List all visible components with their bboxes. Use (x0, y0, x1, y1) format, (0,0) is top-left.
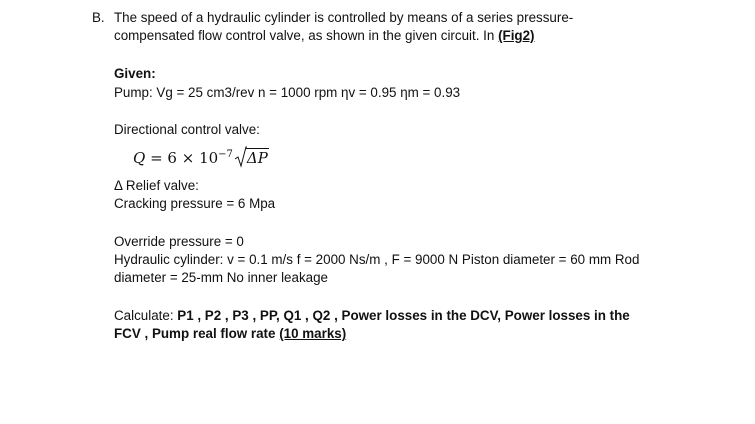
calculate-paragraph (114, 307, 674, 343)
formula-radicand: ΔP (246, 149, 268, 167)
dcv-heading: Directional control valve: (114, 122, 260, 137)
calculate-items-line-1: P1 , P2 , P3 , PP, Q1 , Q2 , Power losses in the DCV, Power losses in the (177, 308, 630, 323)
given-heading: Given: (114, 66, 156, 81)
calculate-items-line-2: FCV , Pump real flow rate (114, 326, 280, 341)
radical-icon (235, 146, 247, 168)
cylinder-line-2: diameter = 25-mm No inner leakage (114, 270, 328, 285)
pump-parameters: Pump: Vg = 25 cm3/rev n = 1000 rpm ηv = 0.95 ηm = 0.93 (114, 85, 461, 100)
formula-lhs: Q (133, 149, 146, 167)
dcv-flow-formula (133, 144, 269, 169)
formula-equals: = (145, 149, 168, 167)
figure-reference: (Fig2) (498, 28, 535, 43)
cracking-pressure: Cracking pressure = 6 Mpa (114, 196, 276, 211)
calculate-prefix: Calculate: (114, 308, 178, 323)
override-pressure: Override pressure = 0 (114, 234, 244, 249)
intro-line-1: The speed of a hydraulic cylinder is controlled by means of a series pressure- (114, 10, 574, 25)
formula-coefficient: 6 × 10 (167, 149, 219, 167)
cylinder-line-1: Hydraulic cylinder: v = 0.1 m/s f = 2000 Ns/m , F = 9000 N Piston diameter = 60 mm Rod (114, 252, 640, 267)
relief-valve-heading: Δ Relief valve: (114, 178, 199, 193)
formula-exponent: −7 (218, 149, 233, 160)
cylinder-paragraph (114, 251, 674, 287)
square-root-sign (235, 147, 269, 169)
marks-label: (10 marks) (279, 326, 347, 341)
question-label: B. (92, 10, 105, 25)
intro-paragraph (114, 9, 674, 45)
intro-line-2: compensated flow control valve, as shown in the given circuit. In (114, 28, 499, 43)
